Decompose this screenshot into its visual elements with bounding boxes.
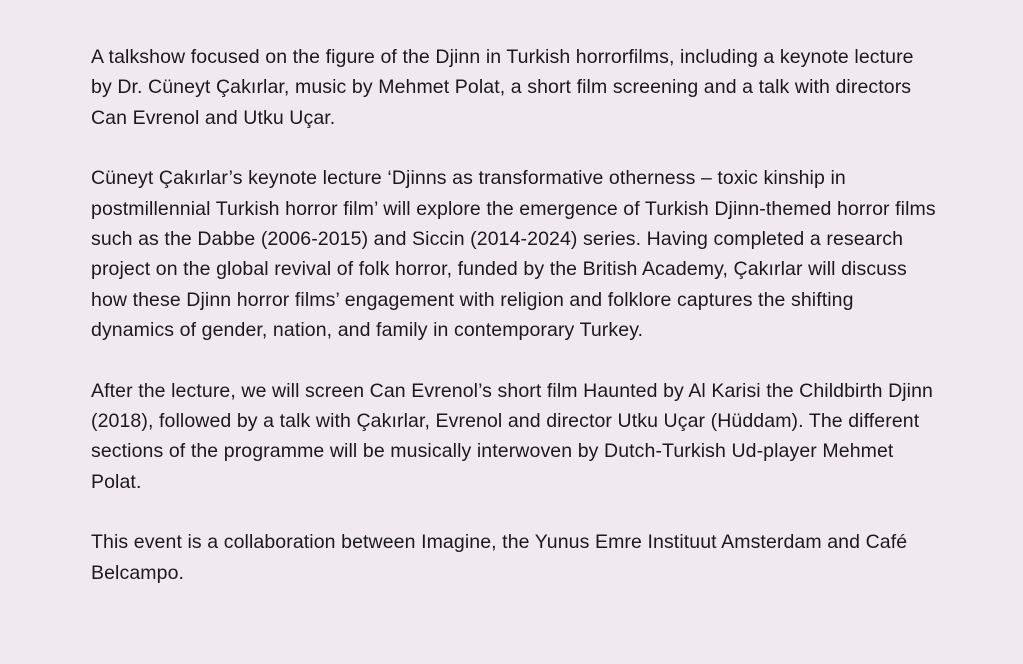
screening-paragraph: After the lecture, we will screen Can Evrenol’s short film Haunted by Al Karisi the Childbirth Djinn (2018), followed by a talk with Çakırlar, Evrenol and director Utku Uçar (Hüddam). The different sections of the programme will be musically interwoven by Dutch-Turkish Ud-player Mehmet Polat. <box>91 379 934 493</box>
keynote-paragraph: Cüneyt Çakırlar’s keynote lecture ‘Djinns as transformative otherness – toxic kinship in postmillennial Turkish horror film’ will explore the emergence of Turkish Djinn-themed horror films such as the Dabbe (2006-2015) and Siccin (2014-2024) series. Having completed a research project on the global revival of folk horror, funded by the British Academy, Çakırlar will discuss how these Djinn horror films’ engagement with religion and folklore captures the shifting dynamics of gender, nation, and family in contemporary Turkey. <box>91 167 936 342</box>
collaboration-paragraph: This event is a collaboration between Imagine, the Yunus Emre Instituut Amsterdam and Café Belcampo. <box>91 531 908 584</box>
intro-paragraph: A talkshow focused on the figure of the Djinn in Turkish horrorfilms, including a keynote lecture by Dr. Cüneyt Çakırlar, music by Mehmet Polat, a short film screening and a talk with directors Can Evrenol and Utku Uçar. <box>91 46 914 129</box>
event-description <box>91 42 938 588</box>
